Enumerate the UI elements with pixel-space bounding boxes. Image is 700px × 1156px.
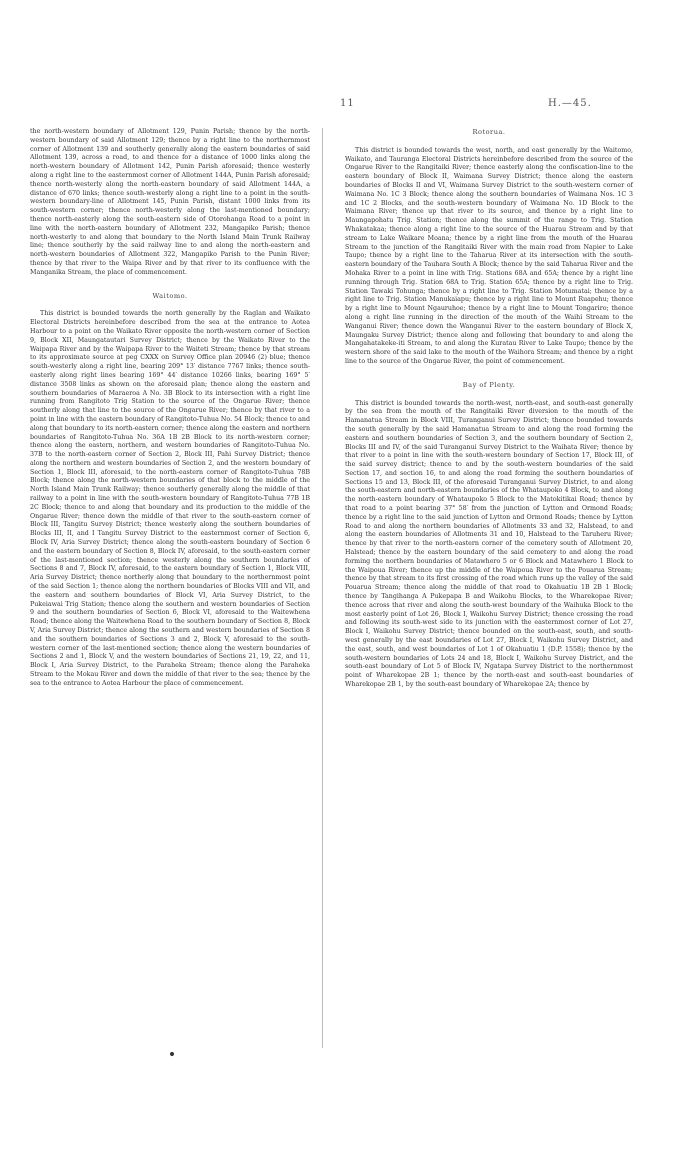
page-reference: H.—45.: [548, 98, 592, 109]
paragraph-rotorua: This district is bounded towards the west, north, and east generally by the Waitomo, Waikato, and Tauranga Electoral Districts hereinbefore described from the source of the Ongarue River to the Rangitaiki River; thence easterly along the confiscation-line to the eastern boundary of Block II, Waimana Survey District; thence along the eastern boundaries of Blocks II and VI, Waimana Survey District to the south-western corner of Waimana No. 1C 3 Block; thence along the southern boundaries of Waimana Nos. 1C 3 and 1C 2 Blocks, and the south-western boundary of Waimana No. 1D Block to the Waimana River; thence up that river to its source, and thence by a right line to Maungapohatu Trig. Station; thence along the summit of the range to Trig. Station Whakatakaa; thence along a right line to the source of the Huarau Stream and by that stream to Lake Waikare Moana; thence by a right line from the mouth of the Huarau Stream to the junction of the Rangitaiki River with the main road from Napier to Lake Taupo; thence by a right line to the Taharua River at its intersection with the south-eastern boundary of the Tauhara South A Block; thence by the said Taharua River and the Mohaka River to a point in line with Trig. Stations 68A and 65A; thence by a right line running through Trig. Station 68A to Trig. Station 65A; thence by a right line to Trig. Station Tawaki Tohunga; thence by a right line to Trig. Station Motumatai; thence by a right line to Trig. Station Manukaiapu; thence by a right line to Mount Ruapehu; thence by a right line to Mount Ngauruhoe; thence by a right line to Mount Tongariro; thence along a right line running in the direction of the mouth of the Waihi Stream to the Wanganui River; thence down the Wanganui River to the eastern boundary of Block X, Maungaku Survey District; thence along and following that boundary to and along the Mangahatakeke-iti Stream, to and along the Kuratau River to Lake Taupo; thence by the western shore of the said lake to the mouth of the Waihora Stream; and thence by a right line to the source of the Ongarue River, the point of commencement.: [345, 146, 633, 365]
page-header: [0, 98, 700, 114]
left-column: [30, 128, 310, 691]
right-column: [345, 128, 633, 692]
paragraph-bay-of-plenty: This district is bounded towards the north-west, north-east, and south-east generally by the sea from the mouth of the Rangitaiki River diversion to the mouth of the Hamanatua Stream in Block VIII, Turanganui Survey District; thence bounded towards the south generally by the said Hamanatua Stream to and along the road forming the eastern and southern boundaries of Section 3, and the southern boundary of Section 2, Blocks III and IV, of the said Turanganui Survey District to the Waihata River; thence by that river to a point in line with the south-western boundary of Section 17, Block III, of the said survey district; thence to and by the south-western boundaries of the said Section 17, and section 16, to and along the road forming the southern boundaries of Sections 15 and 13, Block III, of the aforesaid Turanganui Survey District, to and along the south-eastern and north-eastern boundaries of the Whataupoko 4 Block, to and along the north-eastern boundary of Whataupoko 5 Block to the Matokitikai Road; thence by that road to a point bearing 37° 58′ from the junction of Lytton and Ormond Roads; thence by a right line to the said junction of Lytton and Ormond Roads; thence by Lytton Road to and along the northern boundaries of Allotments 33 and 32, Halstead, to and along the eastern boundaries of Allotments 31 and 10, Halstead to the Taruheru River; thence by that river to the north-eastern corner of the cemetery south of Allotment 20, Halstead; thence by the eastern boundary of the said cemetery to and along the road forming the northern boundaries of Matawhero 5 or 6 Block and Matawhero 1 Block to the Waipoua River; thence up the middle of the Waipoua River to the Pouarua Stream; thence by that stream to its first crossing of the road which runs up the valley of the said Pouarua Stream; thence along the middle of that road to Okahuatiu 1B 2B 1 Block; thence by Tangihanga A Pukepapa B and Waikohu Blocks, to the Wharekopae River; thence across that river and along the south-west boundary of the Waihuka Block to the most easterly point of Lot 26, Block I, Waikohu Survey District; thence crossing the road and following its south-west side to its junction with the easternmost corner of Lot 27, Block I, Waikohu Survey District; thence bounded on the south-east, south, and south-west generally by the east boundaries of Lot 27, Block I, Waikohu Survey District, and the east, south, and west boundaries of Lot 1 of Okahuatiu 1 (D.P. 1558); thence by the south-western boundaries of Lots 24 and 18, Block I, Waikohu Survey District, and the south-east boundary of Lot 5 of Block IV, Ngatapa Survey District to the northernmost point of Wharekopae 2B 1; thence by the north-east and south-east boundaries of Wharekopae 2B 1, by the south-east boundary of Wharekopae 2A; thence by: [345, 399, 633, 689]
paragraph-continued-boundary: the north-western boundary of Allotment 129, Punin Parish; thence by the north-western boundary of said Allotment 129; thence by a right line to the northernmost corner of Allotment 139 and southerly generally along the eastern boundaries of said Allotment 139, across a road, to and thence for a distance of 1000 links along the north-western boundary of Allotment 142, Punin Parish aforesaid; thence westerly along a right line to the easternmost corner of Allotment 144A, Punin Parish aforesaid; thence north-westerly along the north-eastern boundary of said Allotment 144A, a distance of 670 links; thence south-westerly along a right line to a point in the south-western boundary-line of Allotment 145, Punin Parish, distant 1000 links from its south-western corner; thence north-westerly along the last-mentioned boundary; thence north-easterly along the south-eastern side of Otorohanga Road to a point in line with the north-eastern boundary of Allotment 232, Mangapiko Parish; thence north-westerly to and along that boundary to the North Island Main Trunk Railway line; thence southerly by the said railway line to and along the north-eastern and north-western boundaries of Allotment 322, Mangapiko Parish to the Punin River; thence by that river to the Waipa River and by that river to its confluence with the Manganika Stream, the place of commencement.: [30, 128, 310, 276]
column-divider: [322, 128, 323, 1048]
page-number: 11: [340, 98, 355, 109]
heading-bay-of-plenty: Bay of Plenty.: [462, 380, 516, 389]
heading-rotorua: Rotorua.: [472, 128, 506, 136]
paragraph-waitomo: This district is bounded towards the north generally by the Raglan and Waikato Electoral Districts hereinbefore described from the sea at the entrance to Aotea Harbour to a point on the Waikato River opposite the north-western corner of Section 9, Block XII, Maungatautari Survey District; thence by the Waikato River to the Waipapa River and by the Waipapa River to the Waiteti Stream; thence by that stream to its approximate source at peg CXXX on Survey Office plan 20946 (2) blue; thence south-westerly along a right line, bearing 209° 13′ distance 7767 links; thence south-easterly along right lines bearing 169° 44′ distance 10266 links, bearing 169° 5′ distance 3508 links as shown on the aforesaid plan; thence along the eastern and southern boundaries of Maraeroa A No. 3B Block to its intersection with a right line running from Rangitoto Trig Station to the source of the Ongarue River; thence southerly along that line to the source of the Ongarue River; thence by that river to a point in line with the eastern boundary of Rangitoto-Tuhua No. 54 Block; thence to and along that boundary to its north-eastern corner; thence along the eastern and northern boundaries of Rangitoto-Tuhua No. 36A 1B 2B Block to its north-western corner; thence along the eastern, northern, and western boundaries of Rangitoto-Tuhua No. 37B to the north-eastern corner of Section 2, Block III, Pahi Survey District; thence along the northern and western boundaries of Section 2, and the western boundary of Section 1, Block III, aforesaid, to the north-eastern corner of Rangitoto-Tuhua 78B Block; thence along the north-western boundaries of that block to the middle of the North Island Main Trunk Railway; thence southerly generally along the middle of that railway to a point in line with the south-western boundary of Rangitoto-Tuhua 77B 1B 2C Block; thence to and along that boundary and its production to the middle of the Ongarue River; thence down the middle of that river to the south-eastern corner of Block III, Tangitu Survey District; thence westerly along the southern boundaries of Blocks III, II, and I Tangitu Survey District to the easternmost corner of Section 6, Block IV, Aria Survey District; thence along the south-eastern boundary of Section 6 and the eastern boundary of Section 8, Block IV, aforesaid, to the south-eastern corner of the last-mentioned section; thence westerly along the southern boundaries of Sections 8 and 7, Block IV, aforesaid, to the eastern boundary of Section 1, Block VIII, Aria Survey District; thence northerly along that boundary to the northernmost point of the said Section 1; thence along the northern boundaries of Blocks VIII and VII, and the eastern and southern boundaries of Block VI, Aria Survey District, to the Pukeiawai Trig Station; thence along the southern and western boundaries of Section 9 and the southern boundaries of Section 6, Block VI, aforesaid to the Waitewhena Road; thence along the Waitewhena Road to the southern boundary of Section 8, Block V, Aria Survey District; thence along the southern and western boundaries of Section 8 and the southern boundaries of Sections 3 and 2, Block V, aforesaid to the south-western corner of the last-mentioned section; thence along the western boundaries of Sections 2 and 1, Block V, and the western boundaries of Sections 21, 19, 22, and 11, Block I, Aria Survey District, to the Paraheka Stream; thence along the Paraheka Stream to the Mokau River and down the middle of that river to the sea; thence by the sea to the entrance to Aotea Harbour the place of commencement.: [30, 310, 310, 687]
heading-waitomo: Waitomo.: [152, 291, 188, 300]
ink-speck: [169, 1051, 174, 1056]
